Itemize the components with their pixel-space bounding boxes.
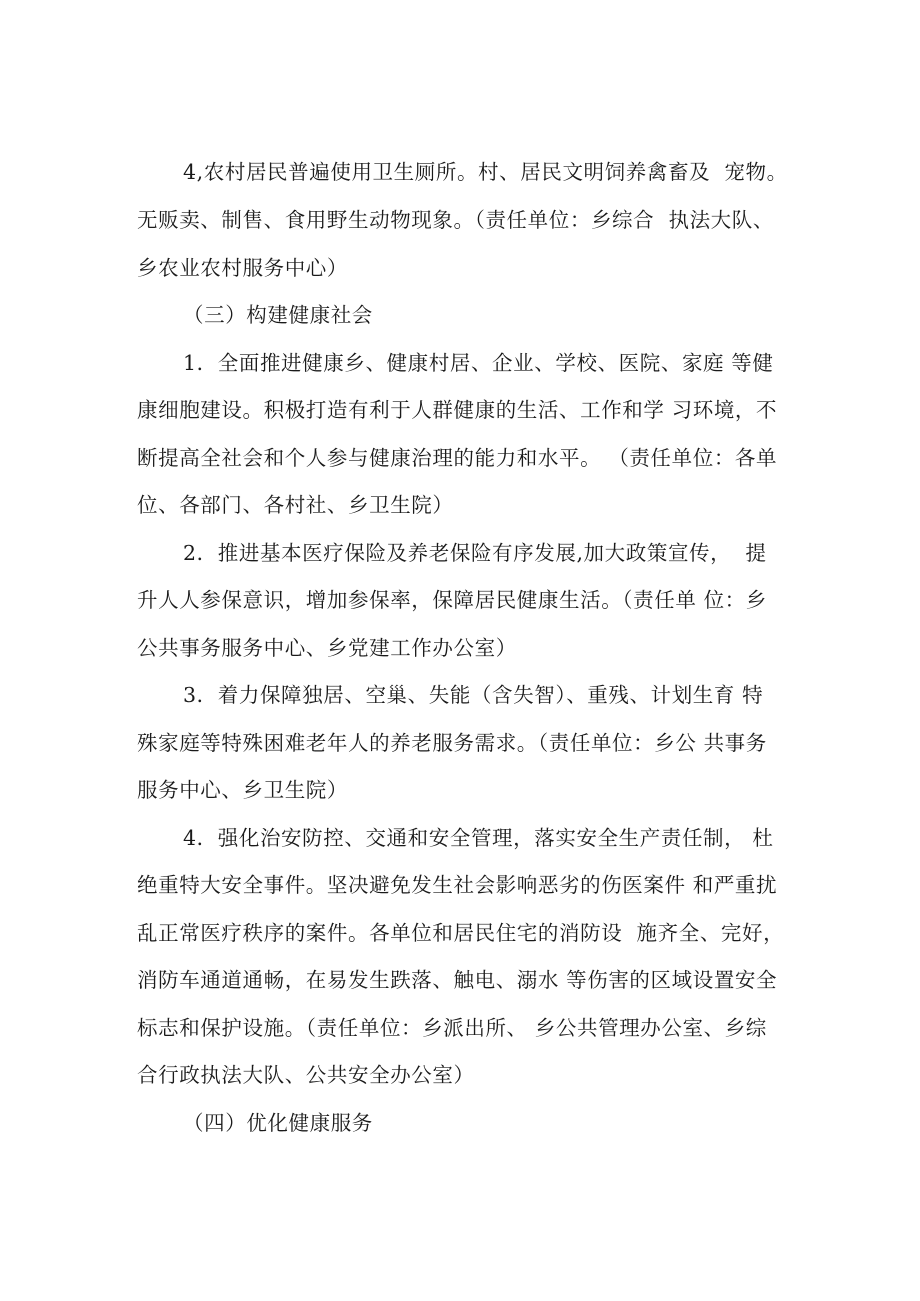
- item-3-line-3: 服务中心、乡卫生院）: [137, 778, 348, 802]
- paragraph-4-line-1: 4,农村居民普遍使用卫生厕所。村、居民文明饲养禽畜及 宠物。: [183, 160, 788, 184]
- section-heading-3: （三）构建健康社会: [183, 303, 373, 327]
- item-4-line-5: 标志和保护设施。（责任单位：乡派出所、 乡公共管理办公室、乡综: [137, 1016, 767, 1040]
- item-4-line-6: 合行政执法大队、公共安全办公室）: [137, 1063, 475, 1087]
- item-1-line-2: 康细胞建设。积极打造有利于人群健康的生活、工作和学 习环境，不: [137, 398, 778, 422]
- item-4-line-2: 绝重特大安全事件。坚决避免发生社会影响恶劣的伤医案件 和严重扰: [137, 873, 778, 897]
- item-4-line-1: 4．强化治安防控、交通和安全管理，落实安全生产责任制， 杜: [183, 826, 774, 850]
- item-3-line-2: 殊家庭等特殊困难老年人的养老服务需求。（责任单位：乡公 共事务: [137, 731, 767, 755]
- item-1-line-3: 断提高全社会和个人参与健康治理的能力和水平。 （责任单位：各单: [137, 446, 778, 470]
- item-2-line-2: 升人人参保意识，增加参保率，保障居民健康生活。（责任单 位：乡: [137, 588, 767, 612]
- item-4-line-4: 消防车通道通畅，在易发生跌落、触电、溺水 等伤害的区域设置安全: [137, 968, 778, 992]
- paragraph-4-line-3: 乡农业农村服务中心）: [137, 256, 348, 280]
- paragraph-4-line-2: 无贩卖、制售、食用野生动物现象。（责任单位：乡综合 执法大队、: [137, 208, 774, 232]
- item-2-line-3: 公共事务服务中心、乡党建工作办公室）: [137, 636, 517, 660]
- item-1-line-1: 1．全面推进健康乡、健康村居、企业、学校、医院、家庭 等健: [183, 351, 774, 375]
- item-4-line-3: 乱正常医疗秩序的案件。各单位和居民住宅的消防设 施齐全、完好，: [137, 921, 785, 945]
- item-2-line-1: 2．推进基本医疗保险及养老保险有序发展,加大政策宣传， 提: [183, 541, 767, 565]
- item-1-line-4: 位、各部门、各村社、乡卫生院）: [137, 493, 454, 517]
- section-heading-4: （四）优化健康服务: [183, 1111, 373, 1135]
- item-3-line-1: 3．着力保障独居、空巢、失能（含失智）、重残、计划生育 特: [183, 683, 764, 707]
